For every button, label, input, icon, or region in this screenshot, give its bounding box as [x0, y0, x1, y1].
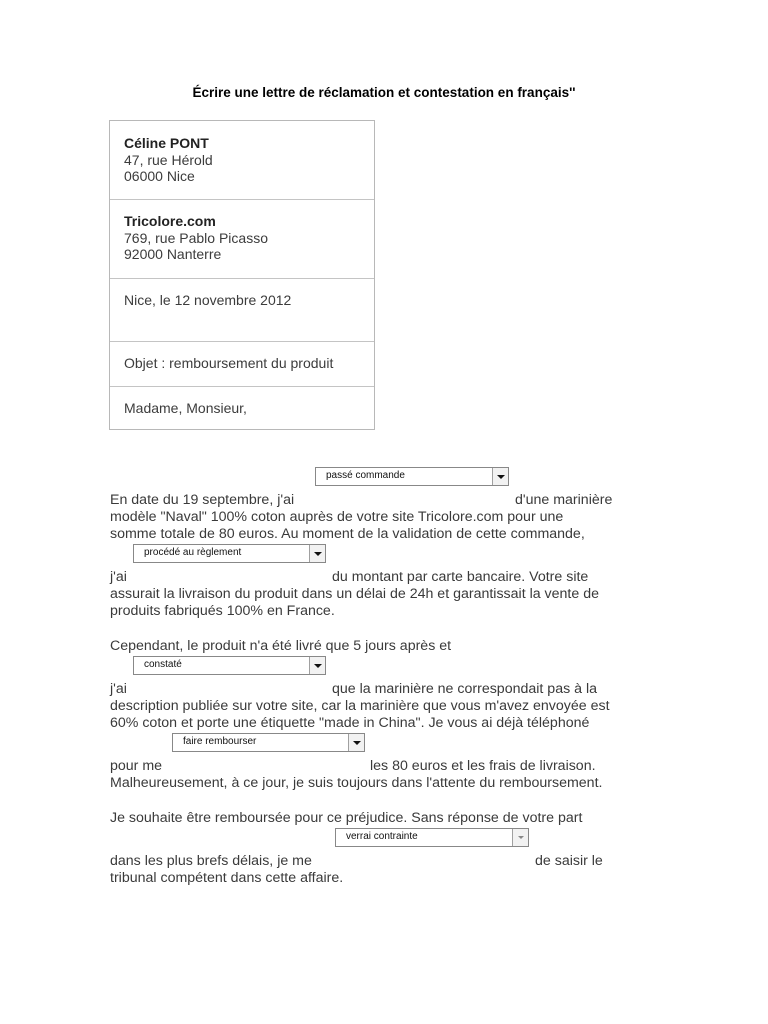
recipient-name: Tricolore.com: [124, 213, 216, 229]
para1-line5: assurait la livraison du produit dans un délai de 24h et garantissait la vente de: [110, 586, 599, 602]
select-value: procédé au règlement: [144, 547, 242, 558]
select-procede-reglement[interactable]: [133, 544, 326, 563]
sender-city: 06000 Nice: [124, 168, 195, 184]
select-value: passé commande: [326, 470, 405, 481]
sender-name: Céline PONT: [124, 135, 209, 151]
select-constate[interactable]: [133, 656, 326, 675]
subject-text: Objet : remboursement du produit: [124, 355, 334, 371]
para3-line2a: dans les plus brefs délais, je me: [110, 853, 312, 869]
date-line: [110, 279, 374, 342]
chevron-down-icon[interactable]: [492, 468, 508, 485]
para3-line3: tribunal compétent dans cette affaire.: [110, 870, 344, 886]
sender-street: 47, rue Hérold: [124, 151, 213, 168]
para2-line3: description publiée sur votre site, car la marinière que vous m'avez envoyée est: [110, 698, 610, 714]
chevron-down-icon[interactable]: [348, 734, 364, 751]
para1-line4b: du montant par carte bancaire. Votre site: [332, 569, 589, 585]
para2-line4: 60% coton et porte une étiquette "made in China". Je vous ai déjà téléphoné: [110, 715, 590, 731]
para3-line1: Je souhaite être remboursée pour ce préjudice. Sans réponse de votre part: [110, 810, 583, 826]
chevron-down-icon[interactable]: [309, 545, 325, 562]
select-value: constaté: [144, 659, 182, 670]
select-value: faire rembourser: [183, 736, 257, 747]
recipient-city: 92000 Nanterre: [124, 246, 222, 262]
para1-line6: produits fabriqués 100% en France.: [110, 603, 335, 619]
select-verrai-contrainte[interactable]: [335, 828, 529, 847]
salutation-text: Madame, Monsieur,: [124, 400, 247, 416]
para2-line2a: j'ai: [110, 681, 127, 697]
letter-header-box: [109, 120, 375, 430]
para1-line2: modèle "Naval" 100% coton auprès de votre site Tricolore.com pour une: [110, 509, 564, 525]
recipient-address: [110, 200, 374, 279]
select-passe-commande[interactable]: [315, 467, 509, 486]
para3-line2b: de saisir le: [535, 853, 603, 869]
subject-line: [110, 342, 374, 387]
salutation: [110, 387, 374, 429]
select-value: verrai contrainte: [346, 831, 418, 842]
para2-line1: Cependant, le produit n'a été livré que 5 jours après et: [110, 638, 452, 654]
select-faire-rembourser[interactable]: [172, 733, 365, 752]
sender-address: [110, 121, 374, 200]
para2-line5a: pour me: [110, 758, 163, 774]
para1-line1b: d'une marinière: [515, 492, 613, 508]
para2-line2b: que la marinière ne correspondait pas à la: [332, 681, 597, 697]
para1-line1a: En date du 19 septembre, j'ai: [110, 492, 295, 508]
para1-line4a: j'ai: [110, 569, 127, 585]
page-title: Écrire une lettre de réclamation et contestation en français'': [192, 85, 576, 100]
date-text: Nice, le 12 novembre 2012: [124, 292, 292, 308]
para1-line3: somme totale de 80 euros. Au moment de la validation de cette commande,: [110, 526, 585, 542]
chevron-down-icon[interactable]: [309, 657, 325, 674]
para2-line6: Malheureusement, à ce jour, je suis toujours dans l'attente du remboursement.: [110, 775, 603, 791]
recipient-street: 769, rue Pablo Picasso: [124, 229, 268, 246]
chevron-down-icon[interactable]: [512, 829, 528, 846]
para2-line5b: les 80 euros et les frais de livraison.: [370, 758, 596, 774]
